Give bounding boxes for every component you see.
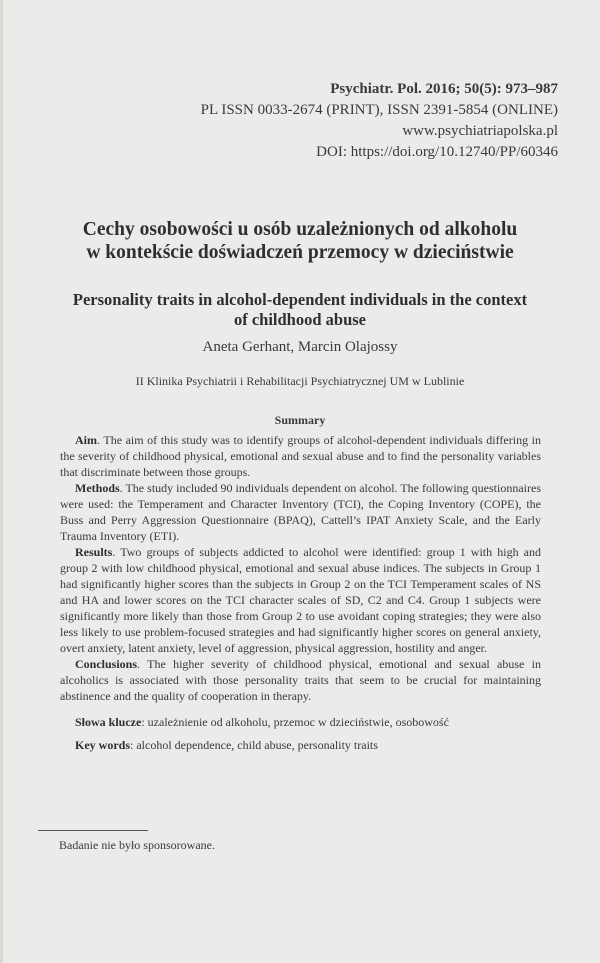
journal-citation: Psychiatr. Pol. 2016; 50(5): 973–987	[330, 81, 558, 97]
keywords-polish-text: : uzależnienie od alkoholu, przemoc w dzieciństwie, osobowość	[141, 715, 449, 729]
title-english-line-1: Personality traits in alcohol-dependent individuals in the context	[72, 290, 528, 309]
results-text: . Two groups of subjects addicted to alcohol were identified: group 1 with high and group 2 with low childhood physical, emotional and sexual abuse indices. The subjects in Group 1 had significantly higher scores than the subjects in Group 2 on the TCI Temperament scales of NS and HA and lower scores on the TCI character scales of SD, C2 and C4. Group 1 subjects were significantly more likely than those from Group 2 to use avoidant coping strategies; they were also less likely to use problem-focused strategies and had significantly higher scores on general anxiety, overt anxiety, latent anxiety, level of aggression, physical aggression, hostility and anger.	[60, 545, 541, 655]
abstract-results	[60, 544, 541, 656]
page-edge	[0, 0, 3, 963]
keywords-english	[75, 738, 378, 753]
title-polish	[0, 218, 600, 264]
conclusions-text: . The higher severity of childhood physical, emotional and sexual abuse in alcoholics is associated with those personality traits that seem to be crucial for maintaining abstinence and the quality of cooperation in therapy.	[60, 657, 541, 703]
results-label: Results	[75, 545, 113, 559]
abstract-aim	[60, 432, 541, 480]
aim-text: . The aim of this study was to identify groups of alcohol-dependent individuals differing in the severity of childhood physical, emotional and sexual abuse and to find the personality variables that discriminate between those groups.	[60, 433, 541, 479]
title-polish-line-1: Cechy osobowości u osób uzależnionych od alkoholu	[82, 219, 518, 240]
journal-website: www.psychiatriapolska.pl	[402, 123, 558, 139]
keywords-english-label: Key words	[75, 738, 130, 752]
methods-label: Methods	[75, 481, 120, 495]
title-english	[0, 290, 600, 330]
footnote-divider	[38, 830, 148, 831]
abstract-conclusions	[60, 656, 541, 704]
methods-text: . The study included 90 individuals dependent on alcohol. The following questionnaires were used: the Temperament and Character Inventory (TCI), the Coping Inventory (COPE), the Buss and Perry Aggression Questionnaire (BPAQ), Cattell’s IPAT Anxiety Scale, and the Early Trauma Inventory (ETI).	[60, 481, 541, 543]
conclusions-label: Conclusions	[75, 657, 138, 671]
aim-label: Aim	[75, 433, 97, 447]
title-english-line-2: of childhood abuse	[233, 310, 367, 329]
journal-header	[201, 79, 558, 163]
keywords-polish-label: Słowa klucze	[75, 715, 142, 729]
abstract-methods	[60, 480, 541, 544]
summary-heading: Summary	[274, 413, 326, 427]
authors: Aneta Gerhant, Marcin Olajossy	[202, 339, 398, 355]
keywords-polish	[75, 715, 449, 730]
abstract	[60, 432, 541, 704]
affiliation: II Klinika Psychiatrii i Rehabilitacji Psychiatrycznej UM w Lublinie	[135, 374, 465, 388]
doi-line: DOI: https://doi.org/10.12740/PP/60346	[316, 144, 558, 160]
title-polish-line-2: w kontekście doświadczeń przemocy w dzieciństwie	[86, 242, 514, 263]
footnote: Badanie nie było sponsorowane.	[59, 838, 215, 852]
keywords-english-text: : alcohol dependence, child abuse, personality traits	[130, 738, 378, 752]
issn-line: PL ISSN 0033-2674 (PRINT), ISSN 2391-5854 (ONLINE)	[200, 102, 558, 118]
